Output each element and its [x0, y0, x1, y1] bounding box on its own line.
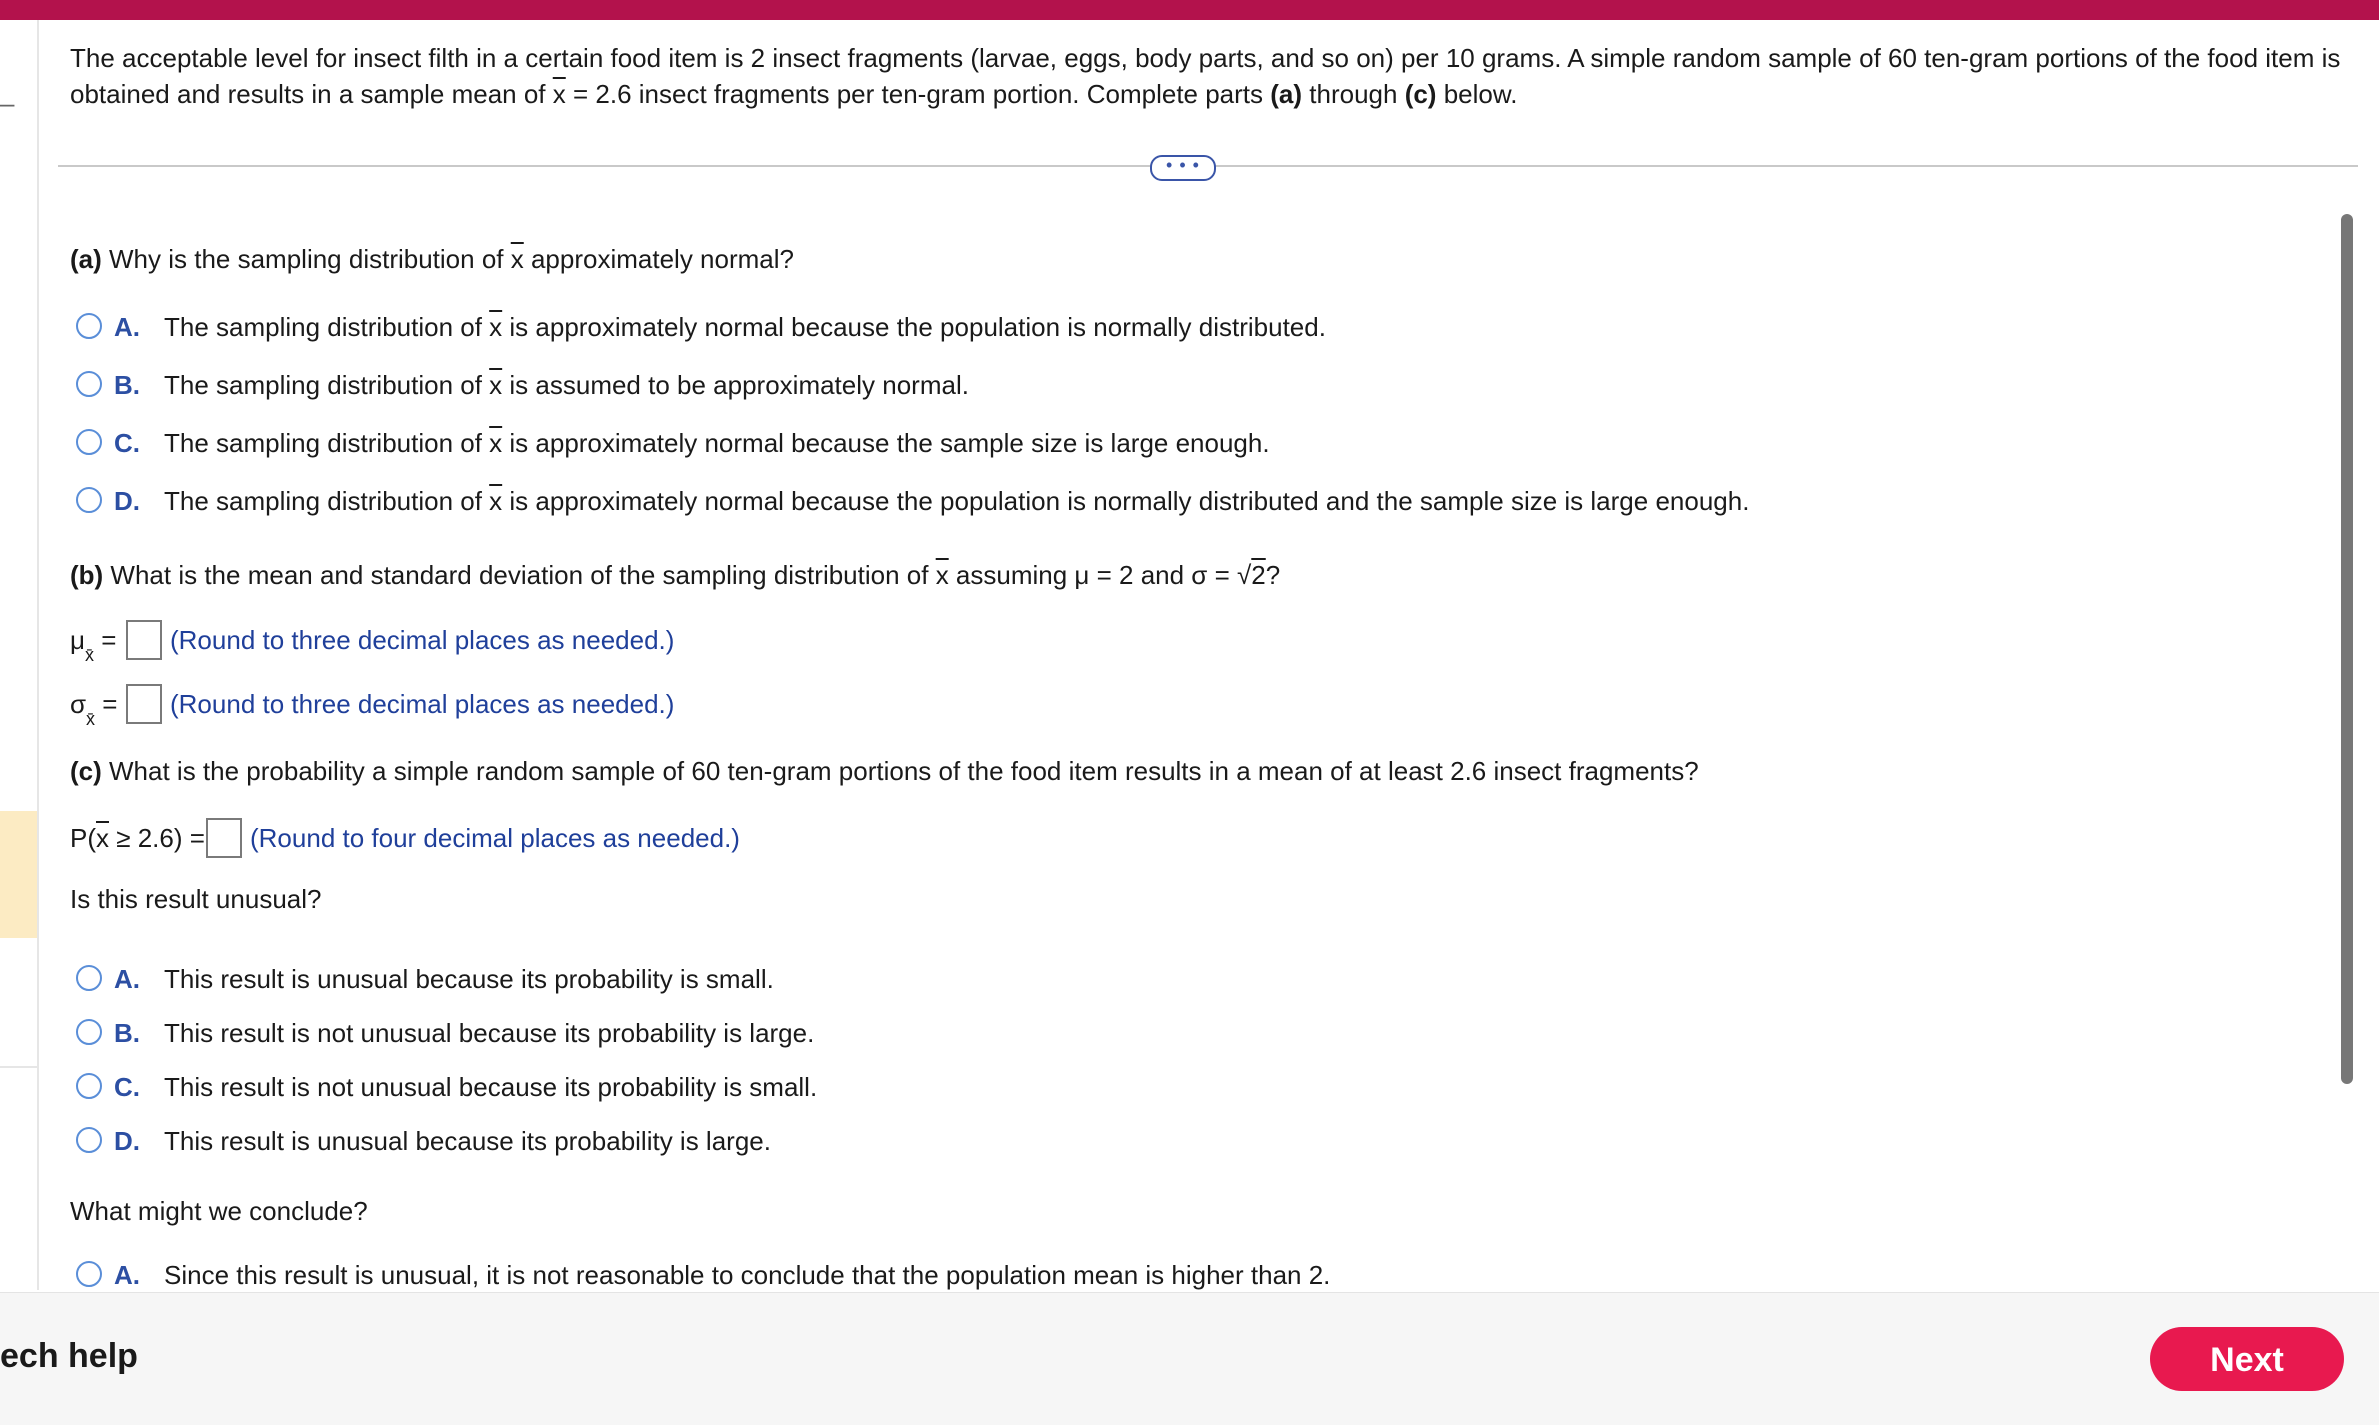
probability-input[interactable]: [206, 818, 242, 858]
probability-row: $P(\overline{x} \ge 2.6)$ = (Round to four decimal places as needed.): [70, 818, 970, 858]
mu-xbar-row: $\mu_{x̄}$ = (Round to three decimal places as needed.): [70, 620, 870, 660]
part-b-question: (b) What is the mean and standard deviation of the sampling distribution of $\overline{x}$ assuming μ = 2 and σ = √2?: [70, 560, 1281, 590]
radio-button[interactable]: [76, 371, 102, 397]
radio-button[interactable]: [76, 1127, 102, 1153]
tech-help-link[interactable]: ech help: [0, 1337, 138, 1375]
xbar-symbol: $\overline{x}$: [552, 79, 566, 109]
sqrt-symbol: √: [1237, 560, 1252, 590]
radio-button[interactable]: [76, 1261, 102, 1287]
mu-xbar-input[interactable]: [126, 620, 162, 660]
bottom-toolbar: [0, 1292, 2379, 1425]
next-button[interactable]: Next: [2150, 1327, 2344, 1391]
sigma-rounding-hint: (Round to three decimal places as needed.): [170, 689, 675, 719]
top-accent-bar: [0, 0, 2379, 20]
vertical-scrollbar[interactable]: [2341, 214, 2353, 1084]
expand-more-button[interactable]: • • •: [1150, 155, 1216, 181]
problem-statement: The acceptable level for insect filth in a certain food item is 2 insect fragments (larvae, eggs, body parts, and so on) per 10 grams. A simple random sample of 60 ten-gram portions of the food item is obtained and results in a sample mean of $\overline{x} = 2.6$ insect fragments per ten-gram portion. Complete parts (a) through (c) below.: [70, 43, 2341, 109]
radio-button[interactable]: [76, 1073, 102, 1099]
current-question-marker: [0, 811, 37, 938]
part-a-question: (a) Why is the sampling distribution of $\overline{x}$ approximately normal?: [70, 244, 794, 274]
dash-icon[interactable]: –: [0, 88, 15, 118]
radio-button[interactable]: [76, 313, 102, 339]
question-content: The acceptable level for insect filth in a certain food item is 2 insect fragments (larvae, eggs, body parts, and so on) per 10 grams. A simple random sample of 60 ten-gram portions of the food item is obtained and results in a sample mean of $\overline{x} = 2.6$ insect fragments per ten-gram portion. Complete parts (a) through (c) below. • • • (a) Why is the sampling distribution of $\overline{x}$ approximately normal? A. The sampling distribution of $\overline{x}$ is approximately normal because the population is normally distributed. B. The sampling distribution of $\overline{x}$ is assumed to be approximately normal. C. The sampling distribution of $\overline{x}$ is approximately normal because the sample size is large enough. D. The sampling distribution of $\overline{x}$ is approximately normal because the population is normally distributed and the sample size is large enough. (b) What is the mean and standard deviation of the sampling distribution of $\overline{x}$ assuming μ = 2 and σ = √2? $\mu_{x̄}$ = (Round to three decimal places as needed.) $\sigma_{x̄}$ = (Round to three decimal places as needed.) (c) What is the probability a simple random sample of 60 ten-gram portions of the food item results in a mean of at least 2.6 insect fragments? $P(\overline{x} \ge 2.6)$ = (Round to four decimal places as needed.) Is this result unusual? A. This result is unusual because its probability is small. B. This result is not unusual because its probability is large. C. This result is not unusual because its probability is small. D. This result is unusual because its probability is large. What might we conclude? A. Since this result is unusual, it is not reasonable to conclude that the population mean is higher than 2.: [70, 20, 2360, 1272]
radio-button[interactable]: [76, 487, 102, 513]
rail-divider: [0, 1066, 37, 1068]
mu-rounding-hint: (Round to three decimal places as needed.): [170, 625, 675, 655]
radio-button[interactable]: [76, 1019, 102, 1045]
conclude-question: What might we conclude?: [70, 1196, 368, 1226]
radio-button[interactable]: [76, 965, 102, 991]
part-c-question: (c) What is the probability a simple random sample of 60 ten-gram portions of the food item results in a mean of at least 2.6 insect fragments?: [70, 756, 1699, 786]
probability-rounding-hint: (Round to four decimal places as needed.): [250, 823, 740, 853]
sigma-xbar-input[interactable]: [126, 684, 162, 724]
problem-line-1: The acceptable level for insect filth in a certain food item is 2 insect fragments (larvae, eggs, body parts, and so on) per 10 grams. A simple random sample of 60 ten-gram portions of the food item is: [70, 43, 2341, 73]
radio-button[interactable]: [76, 429, 102, 455]
unusual-question: Is this result unusual?: [70, 884, 322, 914]
left-question-rail: [0, 20, 39, 1290]
sigma-xbar-row: $\sigma_{x̄}$ = (Round to three decimal places as needed.): [70, 684, 870, 724]
